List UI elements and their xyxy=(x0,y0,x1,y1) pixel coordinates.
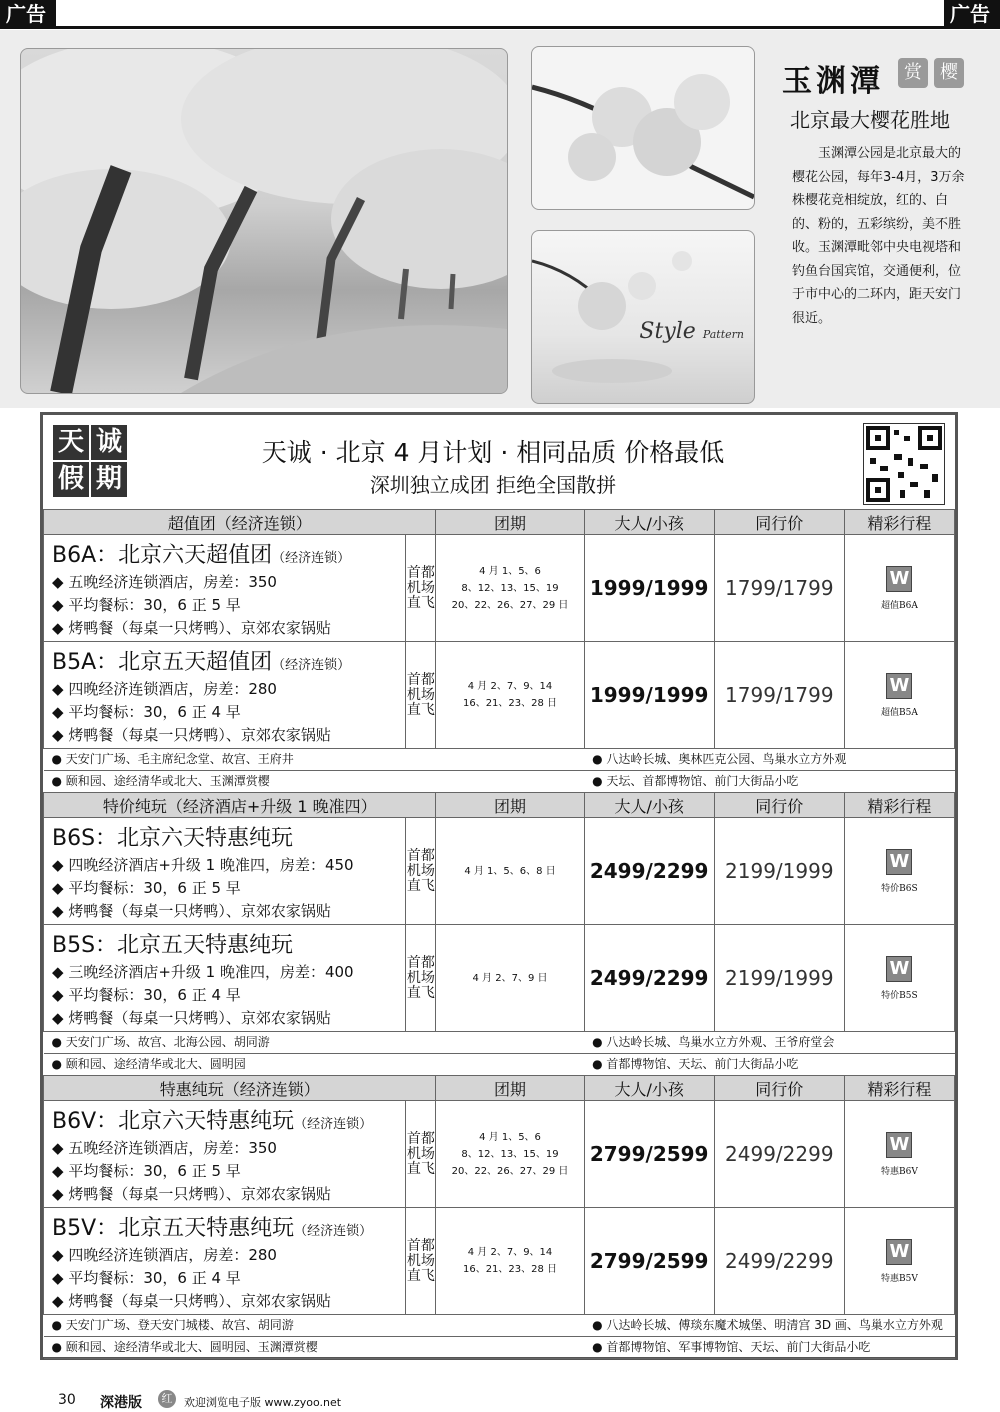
tour-feature xyxy=(52,900,405,923)
section-header-row xyxy=(44,510,955,535)
sight-list xyxy=(584,1054,954,1076)
date-line: 20、22、26、27、29 日 xyxy=(451,1165,569,1177)
feature-text: 四晚经济酒店+升级 1 晚准四，房差：450 xyxy=(68,856,354,874)
diamond-bullet-icon: ◆ xyxy=(52,856,69,874)
section-header-row xyxy=(44,1076,955,1101)
itinerary-link[interactable] xyxy=(844,925,954,1032)
sight-list xyxy=(44,771,585,793)
sight-list xyxy=(584,771,954,793)
tour-feature xyxy=(52,724,405,747)
flight-note: 首都机场直飞 xyxy=(406,925,436,1032)
sight-list xyxy=(584,1315,954,1337)
section-header-row xyxy=(44,793,955,818)
banner-description: 玉渊潭公园是北京最大的樱花公园，每年3-4月，3万余株樱花竞相绽放，红的、白的、粉的，五彩缤纷，美不胜收。玉渊潭毗邻中央电视塔和钓鱼台国宾馆，交通便利，位于市中心的二环内，距天安门很近。 xyxy=(792,146,965,326)
blossom-illustration xyxy=(532,47,754,209)
word-document-icon[interactable]: W xyxy=(886,673,912,699)
tour-row[interactable] xyxy=(44,1101,955,1208)
feature-text: 四晚经济连锁酒店，房差：280 xyxy=(68,680,277,698)
tour-feature xyxy=(52,617,405,640)
column-header: 同行价 xyxy=(714,1076,844,1101)
tour-info xyxy=(44,642,406,749)
tour-info xyxy=(44,925,406,1032)
sight-list xyxy=(584,1337,954,1359)
itinerary-label: 超值B6A xyxy=(881,600,918,611)
tour-feature xyxy=(52,1290,405,1313)
tour-info xyxy=(44,535,406,642)
dot-bullet-icon: ● xyxy=(592,1057,607,1071)
sight-text: 天安门广场、故宫、北海公园、胡同游 xyxy=(65,1035,270,1049)
itinerary-link[interactable] xyxy=(844,535,954,642)
footer-link[interactable]: 欢迎浏览电子版 www.zyoo.net xyxy=(184,1396,342,1409)
sights-row xyxy=(44,1032,955,1054)
tour-feature xyxy=(52,1244,405,1267)
sights-row xyxy=(44,771,955,793)
top-rule xyxy=(0,26,1000,29)
diamond-bullet-icon: ◆ xyxy=(52,986,69,1004)
style-pattern-script xyxy=(639,319,744,344)
word-document-icon[interactable]: W xyxy=(886,1239,912,1265)
cherry-tree-photo xyxy=(20,48,508,394)
tour-title xyxy=(52,928,405,959)
feature-text: 烤鸭餐（每桌一只烤鸭）、京郊农家锅贴 xyxy=(68,619,331,637)
date-line: 4 月 1、5、6 xyxy=(479,1131,541,1143)
feature-text: 烤鸭餐（每桌一只烤鸭）、京郊农家锅贴 xyxy=(68,1185,331,1203)
tour-row[interactable] xyxy=(44,642,955,749)
logo-char: 诚 xyxy=(91,425,127,460)
column-header: 同行价 xyxy=(714,793,844,818)
tour-feature xyxy=(52,594,405,617)
adult-child-price: 2499/2299 xyxy=(584,818,714,925)
petal-illustration xyxy=(532,231,754,403)
ad-label-left: 广告 xyxy=(0,0,56,28)
tour-feature xyxy=(52,1160,405,1183)
tour-title xyxy=(52,645,405,676)
diamond-bullet-icon: ◆ xyxy=(52,619,69,637)
tour-feature xyxy=(52,854,405,877)
sight-list xyxy=(44,1337,585,1359)
feature-text: 烤鸭餐（每桌一只烤鸭）、京郊农家锅贴 xyxy=(68,1292,331,1310)
column-header: 精彩行程 xyxy=(844,793,954,818)
diamond-bullet-icon: ◆ xyxy=(52,703,69,721)
sight-text: 首都博物馆、军事博物馆、天坛、前门大街品小吃 xyxy=(606,1340,871,1354)
feature-text: 平均餐标：30，6 正 5 早 xyxy=(68,1162,241,1180)
tour-note: （经济连锁） xyxy=(294,1224,373,1239)
sight-text: 颐和园、途经清华或北大、玉渊潭赏樱 xyxy=(65,774,270,788)
sight-list xyxy=(584,749,954,771)
column-header: 精彩行程 xyxy=(844,510,954,535)
dot-bullet-icon: ● xyxy=(51,752,66,766)
tour-feature xyxy=(52,984,405,1007)
tour-feature xyxy=(52,1007,405,1030)
departure-dates xyxy=(436,642,584,749)
adult-child-price: 2799/2599 xyxy=(584,1208,714,1315)
tour-row[interactable] xyxy=(44,535,955,642)
feature-text: 烤鸭餐（每桌一只烤鸭）、京郊农家锅贴 xyxy=(68,726,331,744)
ad-label-right: 广告 xyxy=(944,0,1000,28)
date-line: 4 月 1、5、6 xyxy=(479,565,541,577)
tag-ying: 樱 xyxy=(934,58,964,88)
itinerary-link[interactable] xyxy=(844,1208,954,1315)
edition-name: 深港版 xyxy=(100,1395,142,1411)
tag-shang: 赏 xyxy=(898,58,928,88)
diamond-bullet-icon: ◆ xyxy=(52,1269,69,1287)
tour-title xyxy=(52,821,405,852)
feature-text: 四晚经济连锁酒店，房差：280 xyxy=(68,1246,277,1264)
sight-list xyxy=(44,1032,585,1054)
column-header: 大人/小孩 xyxy=(584,1076,714,1101)
diamond-bullet-icon: ◆ xyxy=(52,573,69,591)
section-title: 特惠纯玩（经济连锁） xyxy=(44,1076,436,1101)
date-line: 20、22、26、27、29 日 xyxy=(451,599,569,611)
sight-text: 首都博物馆、天坛、前门大街品小吃 xyxy=(606,1057,799,1071)
column-header: 大人/小孩 xyxy=(584,793,714,818)
sight-list xyxy=(584,1032,954,1054)
departure-dates xyxy=(436,1208,584,1315)
feature-text: 平均餐标：30，6 正 5 早 xyxy=(68,596,241,614)
tour-feature xyxy=(52,961,405,984)
column-header: 同行价 xyxy=(714,510,844,535)
tour-row[interactable] xyxy=(44,1208,955,1315)
flight-note: 首都机场直飞 xyxy=(406,1101,436,1208)
feature-text: 平均餐标：30，6 正 5 早 xyxy=(68,879,241,897)
diamond-bullet-icon: ◆ xyxy=(52,726,69,744)
sight-text: 八达岭长城、奥林匹克公园、鸟巢水立方外观 xyxy=(606,752,847,766)
diamond-bullet-icon: ◆ xyxy=(52,1246,69,1264)
diamond-bullet-icon: ◆ xyxy=(52,680,69,698)
logo-char: 假 xyxy=(53,462,89,497)
tour-feature xyxy=(52,701,405,724)
diamond-bullet-icon: ◆ xyxy=(52,1292,69,1310)
departure-dates xyxy=(436,1101,584,1208)
itinerary-link[interactable] xyxy=(844,642,954,749)
column-header: 大人/小孩 xyxy=(584,510,714,535)
tour-title xyxy=(52,1211,405,1242)
itinerary-label: 特惠B6V xyxy=(881,1166,918,1177)
sight-text: 八达岭长城、鸟巢水立方外观、王爷府堂会 xyxy=(606,1035,835,1049)
itinerary-label: 超值B5A xyxy=(881,707,918,718)
column-header: 精彩行程 xyxy=(844,1076,954,1101)
dot-bullet-icon: ● xyxy=(51,1057,66,1071)
sight-text: 颐和园、途经清华或北大、圆明园、玉渊潭赏樱 xyxy=(65,1340,318,1354)
itinerary-label: 特惠B5V xyxy=(881,1273,918,1284)
pattern-word: Pattern xyxy=(702,328,744,341)
feature-text: 平均餐标：30，6 正 4 早 xyxy=(68,703,241,721)
ad-headline: 天诚 · 北京 4 月计划 · 相同品质 价格最低 xyxy=(261,438,725,467)
diamond-bullet-icon: ◆ xyxy=(52,1185,69,1203)
sights-row xyxy=(44,749,955,771)
itinerary-link[interactable] xyxy=(844,1101,954,1208)
sight-list xyxy=(44,1054,585,1076)
feature-text: 五晚经济连锁酒店，房差：350 xyxy=(68,1139,277,1157)
word-document-icon[interactable]: W xyxy=(886,849,912,875)
tour-feature xyxy=(52,678,405,701)
tour-row[interactable] xyxy=(44,925,955,1032)
departure-dates xyxy=(436,535,584,642)
peer-price: 2499/2299 xyxy=(714,1208,844,1315)
peer-price: 1799/1799 xyxy=(714,535,844,642)
column-header: 团期 xyxy=(436,793,584,818)
page-number: 30 xyxy=(58,1392,76,1408)
tour-feature xyxy=(52,1267,405,1290)
tour-info xyxy=(44,1101,406,1208)
ad-subline: 深圳独立成团 拒绝全国散拼 xyxy=(369,473,617,497)
dot-bullet-icon: ● xyxy=(592,752,607,766)
departure-dates xyxy=(436,925,584,1032)
tour-code: B6V：北京六天特惠纯玩 xyxy=(52,1109,295,1134)
tour-row[interactable] xyxy=(44,818,955,925)
word-document-icon[interactable]: W xyxy=(886,1132,912,1158)
feature-text: 平均餐标：30，6 正 4 早 xyxy=(68,1269,241,1287)
tour-feature xyxy=(52,1183,405,1206)
tour-info xyxy=(44,818,406,925)
diamond-bullet-icon: ◆ xyxy=(52,1139,69,1157)
tour-feature xyxy=(52,877,405,900)
tour-feature xyxy=(52,571,405,594)
date-line: 16、21、23、28 日 xyxy=(462,1264,558,1275)
word-document-icon[interactable]: W xyxy=(886,956,912,982)
dot-bullet-icon: ● xyxy=(592,774,607,788)
column-header: 团期 xyxy=(436,1076,584,1101)
diamond-bullet-icon: ◆ xyxy=(52,1009,69,1027)
tour-title xyxy=(52,1104,405,1135)
tour-title xyxy=(52,538,405,569)
sight-list xyxy=(44,749,585,771)
qr-code-icon[interactable] xyxy=(863,423,945,505)
flight-note: 首都机场直飞 xyxy=(406,818,436,925)
petal-reflection-photo xyxy=(531,230,755,404)
tour-code: B5V：北京五天特惠纯玩 xyxy=(52,1216,295,1241)
adult-child-price: 1999/1999 xyxy=(584,535,714,642)
sights-row xyxy=(44,1054,955,1076)
flight-note: 首都机场直飞 xyxy=(406,1208,436,1315)
section-title: 超值团（经济连锁） xyxy=(44,510,436,535)
adult-child-price: 2499/2299 xyxy=(584,925,714,1032)
tiancheng-logo xyxy=(53,425,129,499)
dot-bullet-icon: ● xyxy=(51,1318,66,1332)
style-word: Style xyxy=(639,319,696,344)
logo-char: 期 xyxy=(91,462,127,497)
tour-ad-box xyxy=(40,412,958,1360)
tour-code: B5S：北京五天特惠纯玩 xyxy=(52,933,294,958)
diamond-bullet-icon: ◆ xyxy=(52,963,69,981)
cherry-tree-illustration xyxy=(21,49,507,393)
cherry-blossom-banner xyxy=(0,30,1000,408)
tour-note: （经济连锁） xyxy=(294,1117,373,1132)
tour-table xyxy=(43,509,955,1359)
sight-text: 天安门广场、登天安门城楼、故宫、胡同游 xyxy=(65,1318,294,1332)
itinerary-label: 特价B5S xyxy=(881,990,918,1001)
flight-note: 首都机场直飞 xyxy=(406,535,436,642)
adult-child-price: 1999/1999 xyxy=(584,642,714,749)
diamond-bullet-icon: ◆ xyxy=(52,1162,69,1180)
sight-text: 天安门广场、毛主席纪念堂、故宫、王府井 xyxy=(65,752,294,766)
word-document-icon[interactable]: W xyxy=(886,566,912,592)
dot-bullet-icon: ● xyxy=(51,1340,66,1354)
park-name: 玉渊潭 xyxy=(782,64,884,99)
departure-dates xyxy=(436,818,584,925)
feature-text: 平均餐标：30，6 正 4 早 xyxy=(68,986,241,1004)
feature-text: 烤鸭餐（每桌一只烤鸭）、京郊农家锅贴 xyxy=(68,902,331,920)
dot-bullet-icon: ● xyxy=(51,774,66,788)
peer-price: 1799/1799 xyxy=(714,642,844,749)
diamond-bullet-icon: ◆ xyxy=(52,596,69,614)
dot-bullet-icon: ● xyxy=(592,1035,607,1049)
blossom-closeup-photo xyxy=(531,46,755,210)
feature-text: 三晚经济酒店+升级 1 晚准四，房差：400 xyxy=(68,963,354,981)
date-line: 16、21、23、28 日 xyxy=(462,698,558,709)
tour-code: B6S：北京六天特惠纯玩 xyxy=(52,826,294,851)
sight-text: 天坛、首都博物馆、前门大街品小吃 xyxy=(606,774,799,788)
sight-text: 八达岭长城、傅琰东魔术城堡、明清宫 3D 画、鸟巢水立方外观 xyxy=(606,1318,943,1332)
peer-price: 2199/1999 xyxy=(714,925,844,1032)
dot-bullet-icon: ● xyxy=(592,1340,607,1354)
feature-text: 五晚经济连锁酒店，房差：350 xyxy=(68,573,277,591)
flight-note: 首都机场直飞 xyxy=(406,642,436,749)
sights-row xyxy=(44,1337,955,1359)
adult-child-price: 2799/2599 xyxy=(584,1101,714,1208)
tour-info xyxy=(44,1208,406,1315)
tour-code: B5A：北京五天超值团 xyxy=(52,650,273,675)
diamond-bullet-icon: ◆ xyxy=(52,902,69,920)
peer-price: 2199/1999 xyxy=(714,818,844,925)
column-header: 团期 xyxy=(436,510,584,535)
date-line: 4 月 2、7、9、14 xyxy=(467,681,553,692)
date-line: 4 月 2、7、9 日 xyxy=(472,972,548,984)
sights-row xyxy=(44,1315,955,1337)
dot-bullet-icon: ● xyxy=(592,1318,607,1332)
logo-char: 天 xyxy=(53,425,89,460)
date-line: 8、12、13、15、19 xyxy=(461,1148,559,1160)
sight-list xyxy=(44,1315,585,1337)
qr-pattern xyxy=(864,424,944,504)
tour-code: B6A：北京六天超值团 xyxy=(52,543,273,568)
date-line: 8、12、13、15、19 xyxy=(461,582,559,594)
section-title: 特价纯玩（经济酒店+升级 1 晚准四） xyxy=(44,793,436,818)
date-line: 4 月 1、5、6、8 日 xyxy=(464,865,556,877)
feature-text: 烤鸭餐（每桌一只烤鸭）、京郊农家锅贴 xyxy=(68,1009,331,1027)
sight-text: 颐和园、途经清华或北大、圆明园 xyxy=(65,1057,246,1071)
diamond-bullet-icon: ◆ xyxy=(52,879,69,897)
date-line: 4 月 2、7、9、14 xyxy=(467,1247,553,1258)
itinerary-link[interactable] xyxy=(844,818,954,925)
dot-bullet-icon: ● xyxy=(51,1035,66,1049)
tour-feature xyxy=(52,1137,405,1160)
tour-note: （经济连锁） xyxy=(272,658,351,673)
tour-note: （经济连锁） xyxy=(272,551,351,566)
peer-price: 2499/2299 xyxy=(714,1101,844,1208)
banner-subtitle: 北京最大樱花胜地 xyxy=(790,108,950,132)
edition-badge: 红 xyxy=(158,1390,176,1408)
itinerary-label: 特价B6S xyxy=(881,883,918,894)
